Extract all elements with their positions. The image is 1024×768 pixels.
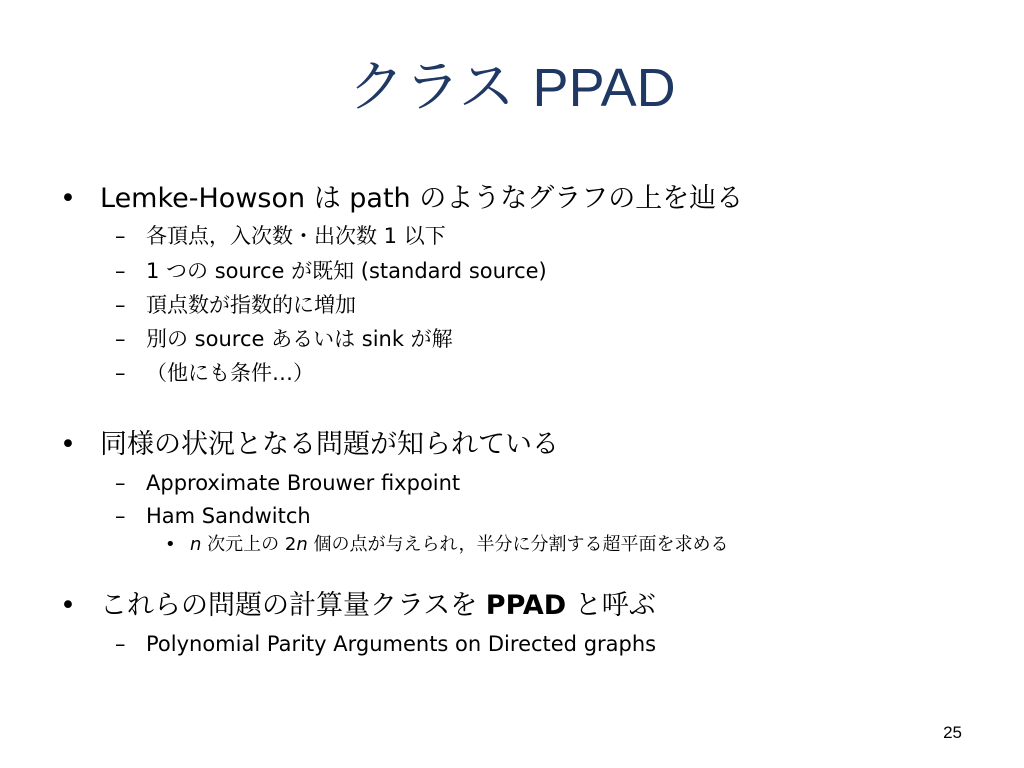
bullet-marker: •	[60, 590, 76, 621]
title-japanese: クラス	[348, 55, 515, 120]
dash-marker: –	[115, 361, 126, 385]
hyperplane-text-2: 個の点が与えられ，半分に分割する超平面を求める	[307, 534, 729, 555]
sub-bullet-vertices: 頂点数が指数的に増加	[146, 293, 356, 317]
sub-bullet-solution: 別の source あるいは sink が解	[146, 327, 453, 351]
sub-bullet-brouwer: Approximate Brouwer fixpoint	[146, 471, 461, 495]
bullet-marker: •	[60, 183, 76, 214]
dash-marker: –	[115, 632, 126, 656]
title-ppad: PPAD	[532, 58, 676, 118]
dash-marker: –	[115, 224, 126, 248]
sub-sub-bullet-hyperplane	[190, 533, 729, 557]
dash-marker: –	[115, 471, 126, 495]
var-n: n	[296, 534, 308, 555]
dash-marker: –	[115, 293, 126, 317]
hyperplane-text-1: 次元上の 2	[201, 534, 297, 555]
bullet-marker: •	[165, 534, 176, 555]
sub-bullet-degree: 各頂点，入次数・出次数 1 以下	[146, 224, 446, 248]
bullet-ppad-class	[100, 589, 656, 623]
page-number: 25	[943, 723, 962, 742]
sub-bullet-source: 1 つの source が既知 (standard source)	[146, 259, 547, 283]
dash-marker: –	[115, 259, 126, 283]
ppad-bold: PPAD	[485, 590, 567, 621]
sub-bullet-ham-sandwitch: Ham Sandwitch	[146, 504, 311, 528]
sub-bullet-ppad-definition: Polynomial Parity Arguments on Directed graphs	[146, 632, 657, 656]
var-n: n	[190, 534, 202, 555]
bullet-lemke-howson: Lemke-Howson は path のようなグラフの上を辿る	[100, 183, 744, 214]
slide-title	[0, 52, 1024, 124]
ppad-class-text-1: これらの問題の計算量クラスを	[100, 590, 486, 621]
bullet-marker: •	[60, 429, 76, 460]
ppad-class-text-2: と呼ぶ	[566, 590, 656, 621]
bullet-similar-problems: 同様の状況となる問題が知られている	[100, 429, 559, 460]
sub-bullet-conditions: （他にも条件…）	[146, 361, 314, 385]
dash-marker: –	[115, 327, 126, 351]
dash-marker: –	[115, 504, 126, 528]
